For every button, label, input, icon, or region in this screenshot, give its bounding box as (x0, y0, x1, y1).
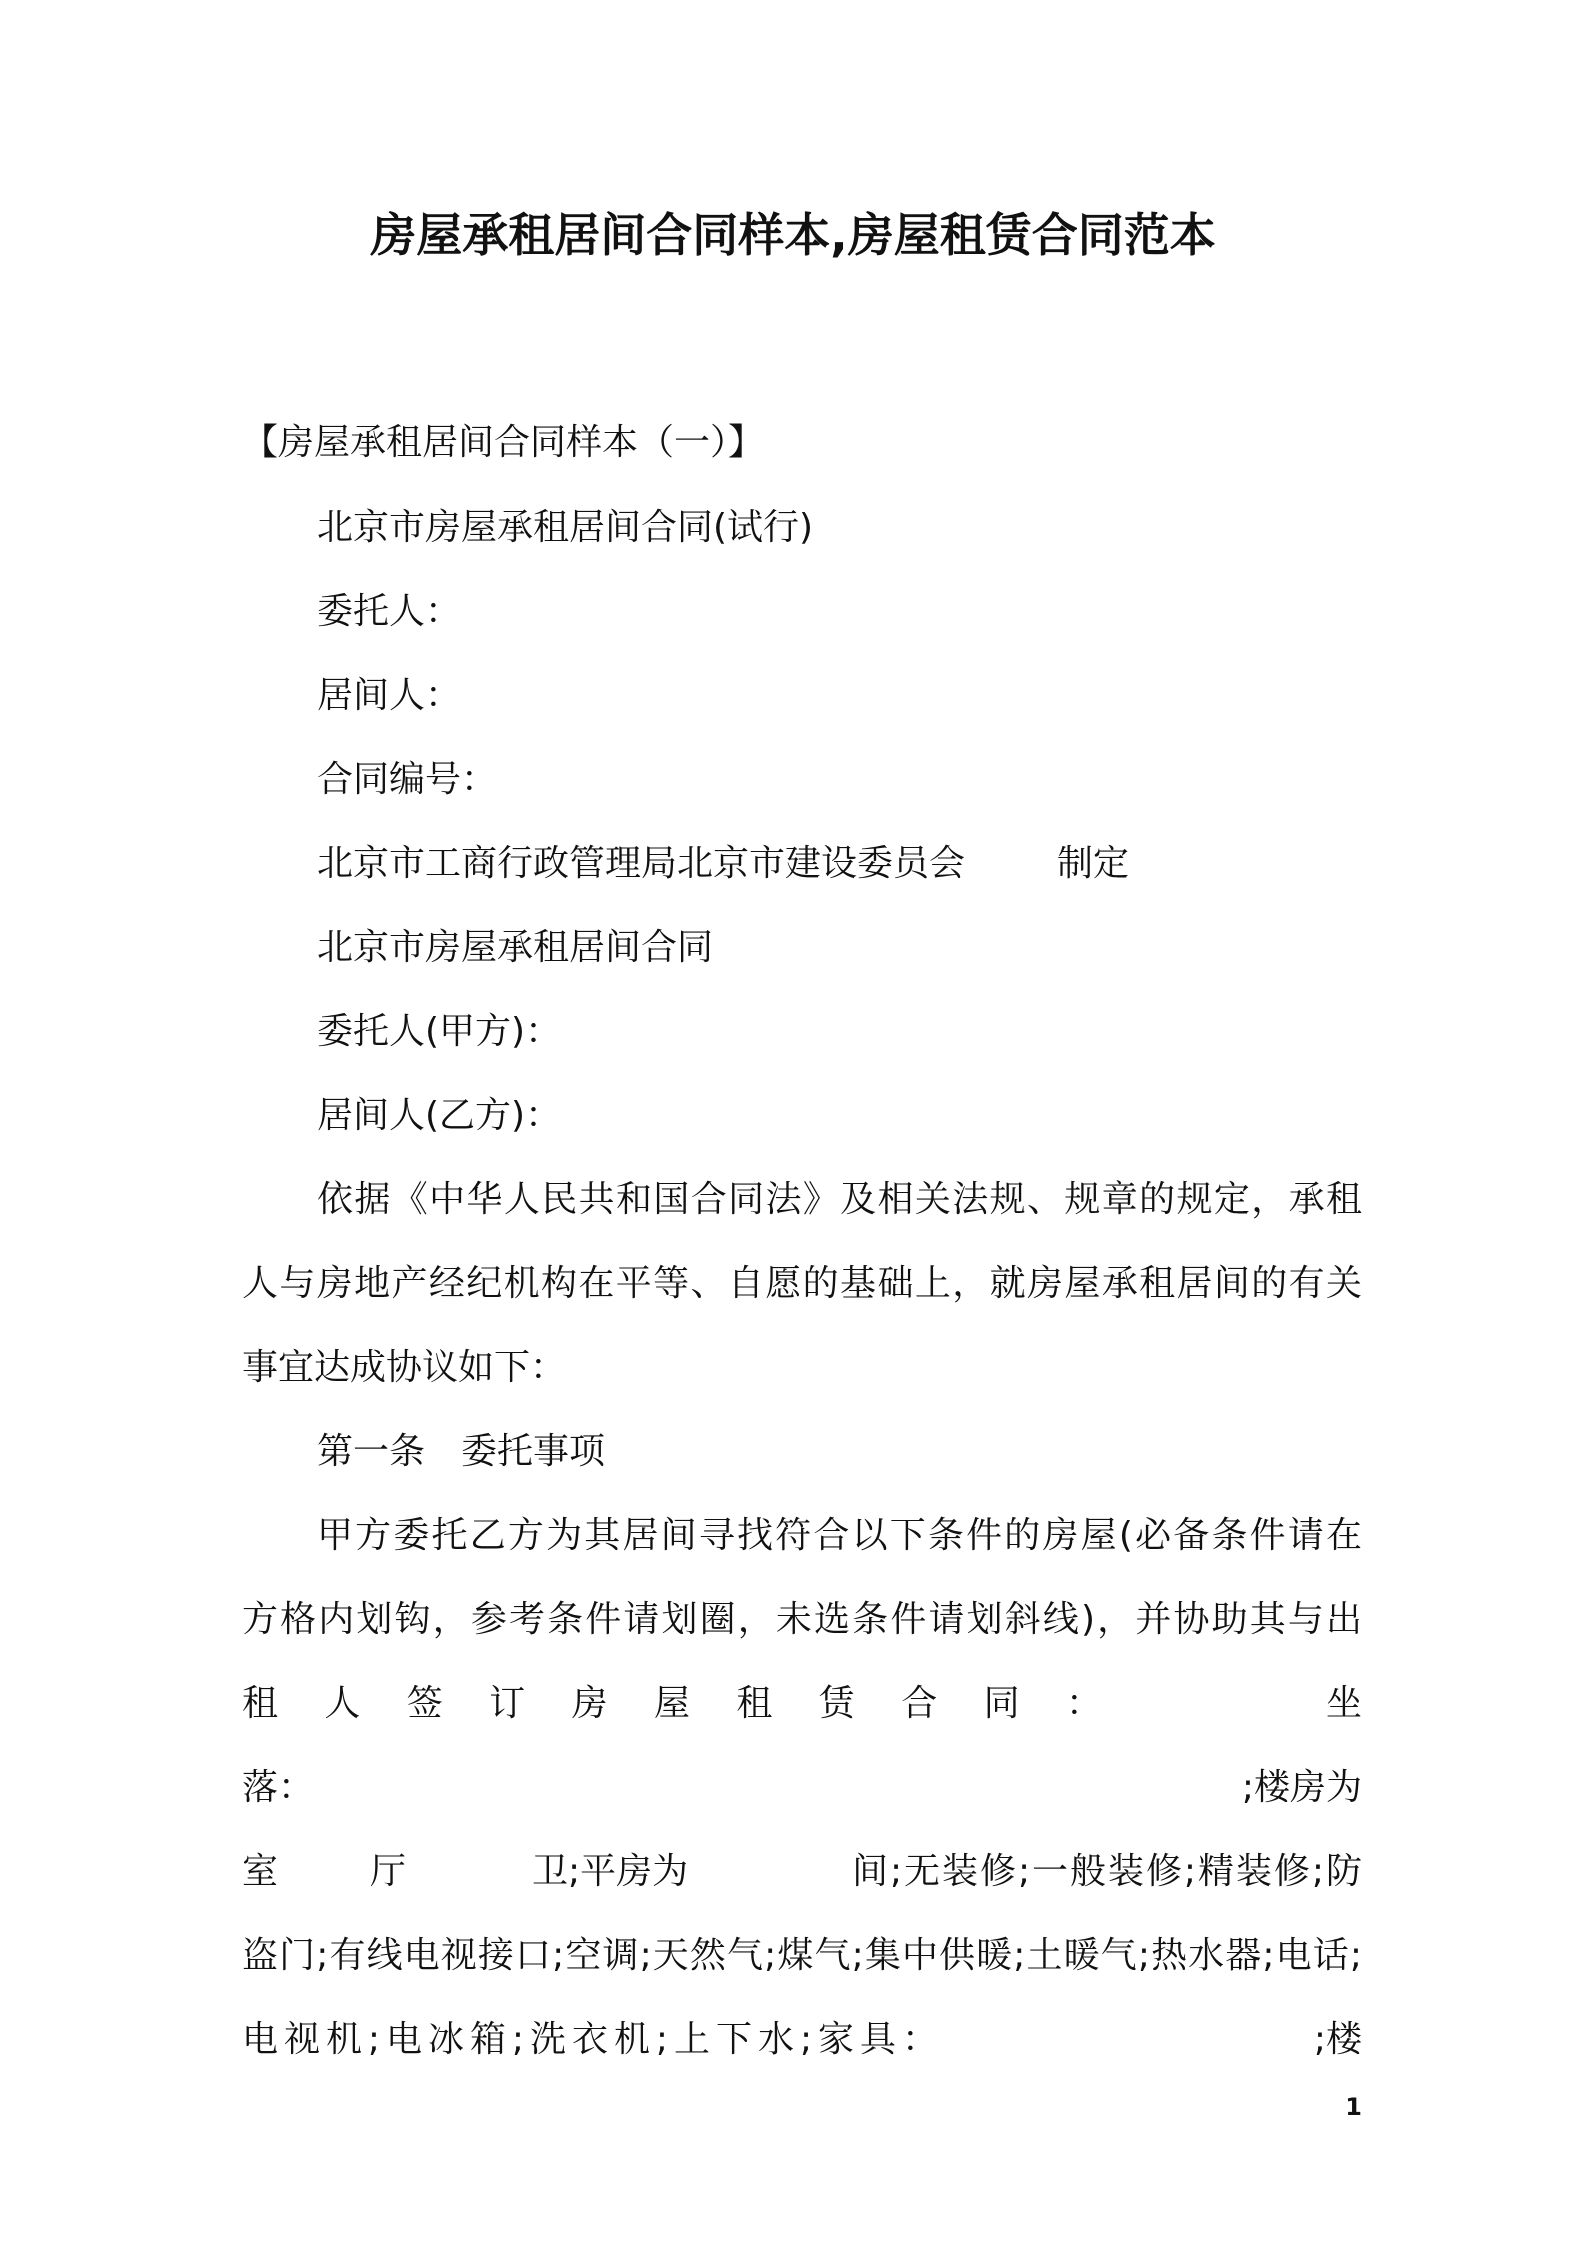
issuer-line (242, 839, 1362, 889)
location-label-part-1: 坐 (1325, 1683, 1362, 1724)
article-number: 第一条 (317, 1431, 426, 1472)
issuer-names: 北京市工商行政管理局北京市建设委员会 (317, 843, 966, 884)
building-type-label: ;楼房为 (1241, 1767, 1362, 1808)
contract-name: 北京市房屋承租居间合同 (317, 927, 714, 968)
article-1-line-1: 甲方委托乙方为其居间寻找符合以下条件的房屋(必备条件请在 (317, 1515, 1362, 1556)
article-1-heading (242, 1427, 1362, 1477)
sign-lease-text: 租人签订房屋租赁合同： (242, 1683, 1102, 1724)
article-1-line-3 (242, 1679, 1362, 1729)
document-title: 房屋承租居间合同样本,房屋租赁合同范本 (370, 208, 1216, 262)
contract-number-field: 合同编号： (317, 759, 498, 800)
article-1-line-4 (242, 1763, 1362, 1813)
halls-label: 厅 (370, 1851, 407, 1892)
article-1-line-6: 盗门;有线电视接口;空调;天然气;煤气;集中供暖;土暖气;热水器;电话; (242, 1935, 1362, 1976)
location-label-part-2: 落： (242, 1767, 315, 1808)
party-b-field: 居间人(乙方)： (317, 1095, 562, 1136)
preamble-line-1: 依据《中华人民共和国合同法》及相关法规、规章的规定，承租 (317, 1179, 1362, 1220)
issuer-suffix: 制定 (1057, 843, 1130, 884)
preamble-line-3: 事宜达成协议如下： (242, 1347, 567, 1388)
article-title: 委托事项 (461, 1431, 606, 1472)
rooms-label: 室 (242, 1851, 279, 1892)
article-1-line-2: 方格内划钩，参考条件请划圈，未选条件请划斜线)，并协助其与出 (242, 1599, 1362, 1640)
floor-label: ;楼 (1313, 2019, 1362, 2060)
page-number: 1 (1345, 2093, 1362, 2121)
intermediary-field: 居间人： (317, 675, 462, 716)
section-heading: 【房屋承租居间合同样本（一）】 (242, 422, 765, 463)
baths-bungalow-label: 卫;平房为 (532, 1851, 689, 1892)
party-a-field: 委托人(甲方)： (317, 1011, 562, 1052)
contract-name-trial: 北京市房屋承租居间合同(试行) (317, 507, 814, 548)
principal-field: 委托人： (317, 591, 462, 632)
appliance-options: 电视机;电冰箱;洗衣机;上下水;家具： (242, 2019, 938, 2060)
decoration-options: 间;无装修;一般装修;精装修;防 (852, 1851, 1362, 1892)
preamble-line-2: 人与房地产经纪机构在平等、自愿的基础上，就房屋承租居间的有关 (242, 1263, 1362, 1304)
article-1-line-7 (242, 2015, 1362, 2065)
